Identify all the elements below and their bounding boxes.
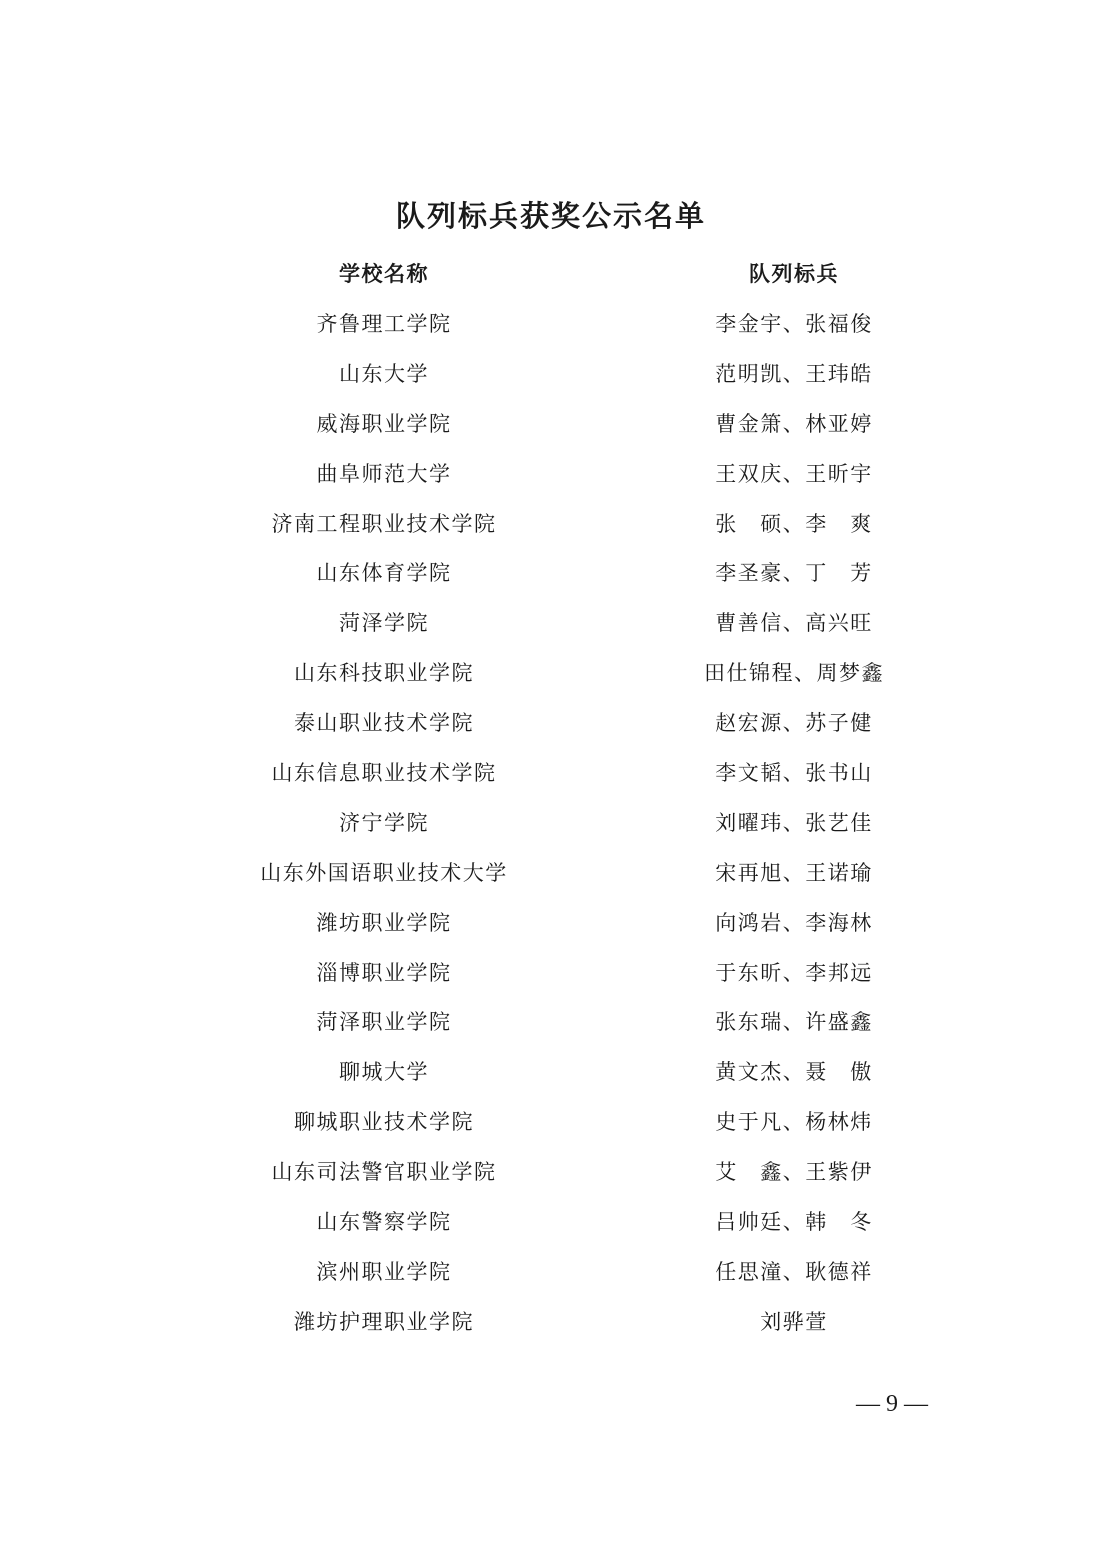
winner-names-cell: 史于凡、杨林炜: [715, 1110, 873, 1135]
school-name-cell: 潍坊职业学院: [316, 910, 452, 935]
document-title: 队列标兵获奖公示名单: [395, 199, 706, 233]
school-name-cell: 山东大学: [339, 361, 429, 386]
school-name-cell: 山东体育学院: [316, 561, 452, 586]
school-name-cell: 泰山职业技术学院: [294, 711, 474, 736]
school-name-cell: 菏泽学院: [339, 611, 429, 636]
table-row: [0, 1246, 1102, 1296]
school-name-cell: 滨州职业学院: [316, 1259, 452, 1284]
column-header-school: 学校名称: [339, 262, 429, 286]
school-name-cell: 山东司法警官职业学院: [271, 1160, 497, 1185]
school-name-cell: 山东信息职业技术学院: [271, 760, 497, 785]
school-name-cell: 曲阜师范大学: [316, 461, 452, 486]
school-name-cell: 威海职业学院: [316, 411, 452, 436]
winner-names-cell: 张东瑞、许盛鑫: [715, 1010, 873, 1035]
table-row: [0, 996, 1102, 1046]
winner-names-cell: 范明凯、王玮皓: [715, 361, 873, 386]
table-row: [0, 348, 1102, 398]
winner-names-cell: 王双庆、王昕宇: [715, 461, 873, 486]
winner-names-cell: 张 硕、李 爽: [715, 511, 873, 536]
table-row: [0, 1096, 1102, 1146]
winner-names-cell: 于东昕、李邦远: [715, 960, 873, 985]
winner-names-cell: 黄文杰、聂 傲: [715, 1060, 873, 1085]
table-header-row: [0, 248, 1102, 298]
winner-names-cell: 刘骅萱: [760, 1309, 828, 1334]
school-name-cell: 菏泽职业学院: [316, 1010, 452, 1035]
table-row: [0, 647, 1102, 697]
table-row: [0, 847, 1102, 897]
awards-table: [0, 248, 1102, 1346]
table-row: [0, 1046, 1102, 1096]
school-name-cell: 淄博职业学院: [316, 960, 452, 985]
winner-names-cell: 吕帅廷、韩 冬: [715, 1209, 873, 1234]
winner-names-cell: 向鸿岩、李海林: [715, 910, 873, 935]
school-name-cell: 济南工程职业技术学院: [271, 511, 497, 536]
school-name-cell: 山东科技职业学院: [294, 661, 474, 686]
winner-names-cell: 艾 鑫、王紫伊: [715, 1160, 873, 1185]
table-row: [0, 398, 1102, 448]
table-row: [0, 597, 1102, 647]
winner-names-cell: 李文韬、张书山: [715, 760, 873, 785]
school-name-cell: 济宁学院: [339, 810, 429, 835]
school-name-cell: 聊城大学: [339, 1060, 429, 1085]
table-row: [0, 797, 1102, 847]
table-row: [0, 697, 1102, 747]
school-name-cell: 山东外国语职业技术大学: [260, 860, 508, 885]
winner-names-cell: 李金宇、张福俊: [715, 311, 873, 336]
school-name-cell: 齐鲁理工学院: [316, 311, 452, 336]
winner-names-cell: 曹金箫、林亚婷: [715, 411, 873, 436]
winner-names-cell: 田仕锦程、周梦鑫: [704, 661, 884, 686]
table-row: [0, 1146, 1102, 1196]
table-row: [0, 947, 1102, 997]
table-row: [0, 1296, 1102, 1346]
winner-names-cell: 李圣豪、丁 芳: [715, 561, 873, 586]
school-name-cell: 潍坊护理职业学院: [294, 1309, 474, 1334]
winner-names-cell: 曹善信、高兴旺: [715, 611, 873, 636]
school-name-cell: 山东警察学院: [316, 1209, 452, 1234]
winner-names-cell: 任思潼、耿德祥: [715, 1259, 873, 1284]
winner-names-cell: 赵宏源、苏子健: [715, 711, 873, 736]
school-name-cell: 聊城职业技术学院: [294, 1110, 474, 1135]
winner-names-cell: 刘曜玮、张艺佳: [715, 810, 873, 835]
table-row: [0, 448, 1102, 498]
table-row: [0, 298, 1102, 348]
winner-names-cell: 宋再旭、王诺瑜: [715, 860, 873, 885]
table-row: [0, 747, 1102, 797]
table-row: [0, 547, 1102, 597]
page-number: — 9 —: [856, 1391, 928, 1417]
table-body: [0, 298, 1102, 1346]
column-header-names: 队列标兵: [749, 262, 839, 286]
table-row: [0, 897, 1102, 947]
table-row: [0, 498, 1102, 548]
table-row: [0, 1196, 1102, 1246]
